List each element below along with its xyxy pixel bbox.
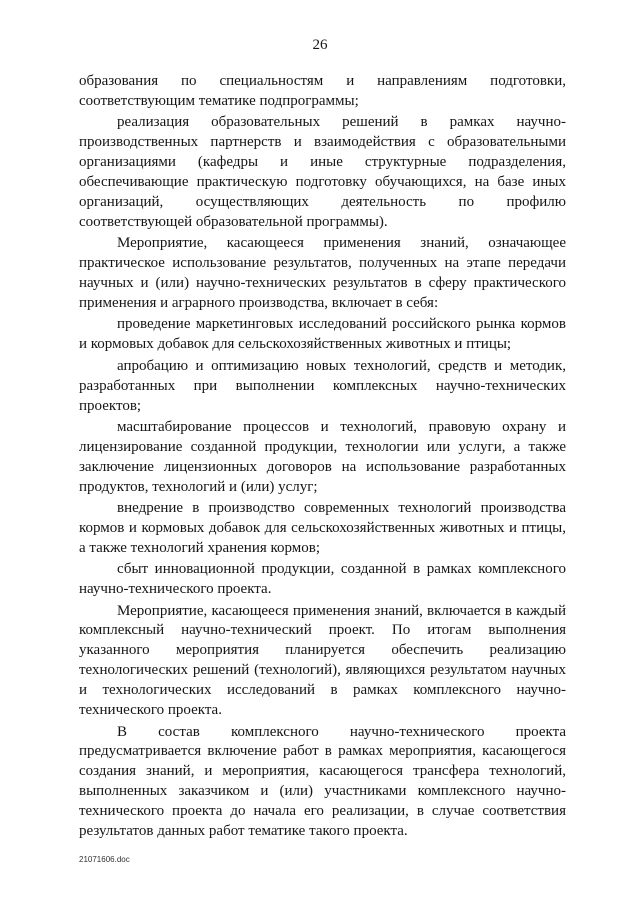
- paragraph: масштабирование процессов и технологий, правовую охрану и лицензирование созданной продукции, технологии или услуги, а также заключение лицензионных договоров на использование разработанных продуктов, технологий и (или) услуг;: [79, 418, 566, 495]
- paragraph: апробацию и оптимизацию новых технологий, средств и методик, разработанных при выполнении комплексных научно-технических проектов;: [79, 357, 566, 414]
- paragraph: В состав комплексного научно-технического проекта предусматривается включение работ в рамках мероприятия, касающегося создания знаний, и мероприятия, касающегося трансфера технологий, выполненных заказчиком и (или) участниками комплексного научно-технического проекта до начала его реализации, в случае соответствия результатов данных работ тематике такого проекта.: [79, 723, 566, 840]
- paragraph: Мероприятие, касающееся применения знаний, означающее практическое использование результатов, полученных на этапе передачи научных и (или) научно-технических результатов в сферу практического применения и аграрного производства, включает в себя:: [79, 235, 566, 311]
- footer-document-code: 21071606.doc: [79, 855, 130, 864]
- page-number: 26: [312, 37, 328, 53]
- paragraph: сбыт инновационной продукции, созданной в рамках комплексного научно-технического проекта.: [79, 561, 566, 598]
- paragraph: Мероприятие, касающееся применения знаний, включается в каждый комплексный научно-технический проект. По итогам выполнения указанного мероприятия планируется обеспечить реализацию технологических решений (технологий), являющихся результатом научных и технологических исследований в рамках комплексного научно-технического проекта.: [79, 602, 566, 719]
- paragraph: реализация образовательных решений в рамках научно-производственных партнерств и взаимодействия с образовательными организациями (кафедры и иные структурные подразделения, обеспечивающие практическую подготовку обучающихся, на базе иных организаций, осуществляющих деятельность по профилю соответствующей образовательной программы).: [79, 114, 566, 230]
- document-body: [79, 72, 566, 842]
- paragraph: внедрение в производство современных технологий производства кормов и кормовых добавок для сельскохозяйственных животных и птицы, а также технологий хранения кормов;: [79, 500, 566, 556]
- paragraph: образования по специальностям и направлениям подготовки, соответствующим тематике подпрограммы;: [79, 73, 566, 109]
- paragraph: проведение маркетинговых исследований российского рынка кормов и кормовых добавок для сельскохозяйственных животных и птицы;: [79, 316, 566, 353]
